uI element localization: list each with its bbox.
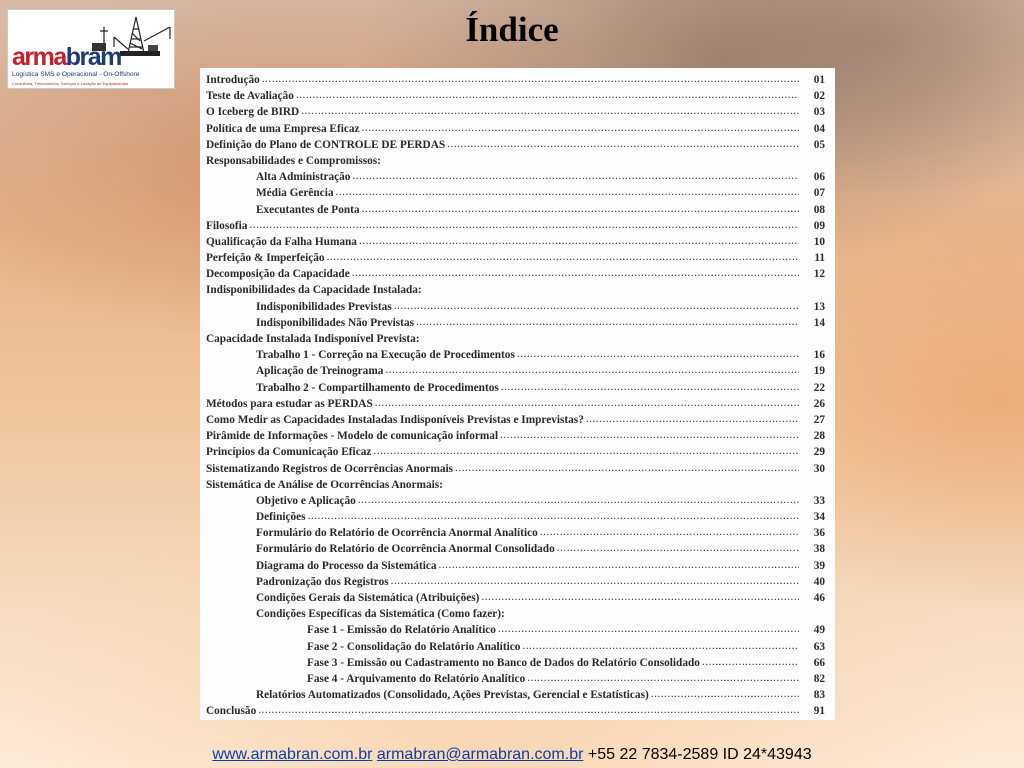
toc-entry-title: Pirâmide de Informações - Modelo de comunicação informal	[206, 430, 499, 443]
toc-entry	[200, 72, 835, 88]
toc-entry-title: Fase 3 - Emissão ou Cadastramento no Banco de Dados do Relatório Consolidado	[307, 656, 700, 669]
toc-page-number: 10	[813, 235, 825, 248]
toc-page-number: 09	[813, 219, 825, 232]
toc-entry	[200, 622, 835, 638]
toc-page-number: 07	[813, 187, 825, 200]
toc-entry-title: Indisponibilidades Não Previstas	[256, 316, 414, 329]
toc-dot-leader	[455, 460, 799, 476]
toc-entry-title: Formulário do Relatório de Ocorrência Anormal Consolidado	[256, 543, 555, 556]
toc-page-number: 83	[813, 689, 825, 702]
toc-dot-leader	[358, 492, 799, 508]
toc-page-number: 08	[813, 203, 825, 216]
toc-page-number: 39	[813, 559, 825, 572]
toc-entry-title: Sistematizando Registros de Ocorrências Anormais	[206, 462, 454, 475]
toc-entry-title: Padronização dos Registros	[256, 575, 389, 588]
page-title: Índice	[465, 10, 559, 49]
toc-page-number: 05	[813, 138, 825, 151]
toc-entry-title: Indisponibilidades Previstas	[256, 300, 392, 313]
toc-dot-leader	[394, 298, 799, 314]
toc-dot-leader	[651, 686, 799, 702]
toc-entry	[200, 121, 835, 137]
toc-entry-title: Definições	[256, 511, 306, 524]
email-link[interactable]: armabran@armabran.com.br	[376, 746, 584, 763]
toc-entry	[200, 671, 835, 687]
toc-entry-title: Formulário do Relatório de Ocorrência Anormal Analítico	[256, 527, 538, 540]
toc-entry-title: Trabalho 1 - Correção na Execução de Procedimentos	[256, 349, 515, 362]
toc-dot-leader	[359, 233, 799, 249]
toc-page-number: 38	[813, 543, 825, 556]
toc-entry	[200, 655, 835, 671]
toc-entry-title: Executantes de Ponta	[256, 203, 360, 216]
toc-dot-leader	[586, 411, 799, 427]
toc-entry	[200, 493, 835, 509]
toc-entry-title: Como Medir as Capacidades Instaladas Indisponíveis Previstas e Imprevistas?	[206, 413, 584, 426]
toc-dot-leader	[481, 589, 799, 605]
toc-dot-leader	[262, 71, 799, 87]
toc-entry	[200, 315, 835, 331]
toc-dot-leader	[702, 654, 799, 670]
toc-entry-title: O Iceberg de BIRD	[206, 106, 300, 119]
toc-page-number: 13	[813, 300, 825, 313]
logo-wordmark: armabram	[12, 43, 121, 71]
toc-dot-leader	[447, 136, 799, 152]
toc-entry	[200, 218, 835, 234]
toc-dot-leader	[501, 379, 799, 395]
toc-entry	[200, 185, 835, 201]
toc-page-number: 30	[813, 462, 825, 475]
toc-dot-leader	[557, 540, 799, 556]
toc-dot-leader	[375, 395, 799, 411]
toc-dot-leader	[362, 120, 799, 136]
toc-entry-title: Trabalho 2 - Compartilhamento de Procedimentos	[256, 381, 499, 394]
toc-page-number: 01	[813, 74, 825, 86]
toc-dot-leader	[308, 508, 799, 524]
toc-entry-title: Condições Gerais da Sistemática (Atribuições)	[256, 592, 480, 604]
toc-dot-leader	[362, 201, 799, 217]
toc-entry-title: Alta Administração	[256, 171, 351, 184]
toc-dot-leader	[385, 362, 799, 378]
toc-entry	[200, 250, 835, 266]
toc-page-number: 82	[813, 672, 825, 685]
toc-page-number: 46	[813, 592, 825, 604]
toc-entry	[200, 331, 835, 347]
toc-entry	[200, 428, 835, 444]
toc-entry	[200, 461, 835, 477]
toc-dot-leader	[522, 638, 799, 654]
toc-page-number: 40	[813, 575, 825, 588]
toc-entry-title: Diagrama do Processo da Sistemática	[256, 559, 437, 572]
toc-page-number: 27	[813, 413, 825, 426]
toc-entry	[200, 574, 835, 590]
toc-dot-leader	[498, 621, 799, 637]
toc-entry-title: Relatórios Automatizados (Consolidado, Ações Previstas, Gerencial e Estatísticas)	[256, 689, 649, 702]
logo-tagline: Logística SMS e Operacional - On-Offshore	[12, 71, 140, 78]
toc-entry	[200, 88, 835, 104]
toc-page-number: 02	[813, 90, 825, 103]
toc-page-number: 66	[813, 656, 825, 669]
toc-entry-title: Definição do Plano de CONTROLE DE PERDAS	[206, 138, 446, 151]
toc-dot-leader	[301, 103, 799, 119]
toc-page-number: 03	[813, 106, 825, 119]
toc-page-number: 36	[813, 527, 825, 540]
toc-entry-title: Decomposição da Capacidade	[206, 268, 350, 281]
contact-footer	[0, 746, 1024, 764]
toc-dot-leader	[352, 265, 799, 281]
toc-page-number: 11	[814, 252, 825, 265]
toc-entry	[200, 509, 835, 525]
toc-entry-title: Objetivo e Aplicação	[256, 494, 356, 507]
toc-dot-leader	[416, 314, 799, 330]
toc-entry	[200, 169, 835, 185]
toc-entry	[200, 104, 835, 120]
toc-page-number: 06	[813, 171, 825, 184]
toc-entry-title: Condições Específicas da Sistemática (Como fazer):	[256, 608, 505, 621]
toc-entry	[200, 525, 835, 541]
toc-page-number: 34	[813, 511, 825, 524]
toc-entry-title: Aplicação de Treinograma	[256, 365, 384, 378]
toc-entry	[200, 590, 835, 606]
toc-entry	[200, 202, 835, 218]
toc-entry	[200, 412, 835, 428]
toc-entry	[200, 687, 835, 703]
toc-entry	[200, 137, 835, 153]
toc-dot-leader	[391, 573, 799, 589]
toc-entry	[200, 363, 835, 379]
toc-entry	[200, 703, 835, 719]
toc-entry-title: Métodos para estudar as PERDAS	[206, 397, 373, 410]
toc-entry-title: Indisponibilidades da Capacidade Instalada:	[206, 284, 422, 297]
toc-dot-leader	[540, 524, 799, 540]
toc-entry	[200, 639, 835, 655]
toc-entry	[200, 266, 835, 282]
toc-entry	[200, 282, 835, 298]
toc-page-number: 22	[813, 381, 825, 394]
toc-page-number: 29	[813, 446, 825, 459]
toc-page-number: 04	[813, 122, 825, 135]
toc-entry-title: Fase 2 - Consolidação do Relatório Analítico	[307, 640, 521, 653]
toc-page-number: 12	[813, 268, 825, 281]
toc-dot-leader	[327, 249, 799, 265]
toc-entry-title: Perfeição & Imperfeição	[206, 252, 325, 265]
toc-entry-title: Filosofia	[206, 219, 248, 232]
toc-entry-title: Qualificação da Falha Humana	[206, 235, 357, 248]
toc-entry-title: Fase 1 - Emissão do Relatório Analítico	[307, 624, 496, 637]
toc-page-number: 63	[813, 640, 825, 653]
toc-dot-leader	[258, 702, 799, 718]
toc-entry-title: Conclusão	[206, 705, 257, 718]
toc-page-number: 16	[813, 349, 825, 362]
toc-page-number: 14	[813, 316, 825, 329]
toc-entry-title: Média Gerência	[256, 187, 334, 200]
toc-dot-leader	[439, 557, 799, 573]
toc-entry	[200, 558, 835, 574]
toc-dot-leader	[335, 184, 799, 200]
logo-subtagline: Consultoria, Treinamentos, Serviços e Locação de Equipamentos	[12, 81, 129, 86]
toc-entry-title: Teste de Avaliação	[206, 90, 294, 103]
website-link[interactable]: www.armabran.com.br	[212, 746, 373, 763]
phone-text: +55 22 7834-2589 ID 24*43943	[587, 746, 812, 763]
table-of-contents	[200, 68, 835, 720]
toc-entry	[200, 541, 835, 557]
toc-dot-leader	[500, 427, 799, 443]
toc-entry	[200, 380, 835, 396]
toc-entry-title: Princípios da Comunicação Eficaz	[206, 446, 372, 459]
toc-entry-title: Sistemática de Análise de Ocorrências Anormais:	[206, 478, 443, 491]
toc-entry	[200, 606, 835, 622]
toc-dot-leader	[527, 670, 799, 686]
toc-page-number: 49	[813, 624, 825, 637]
toc-page-number: 91	[813, 705, 825, 718]
toc-dot-leader	[296, 87, 799, 103]
toc-dot-leader	[352, 168, 799, 184]
toc-dot-leader	[517, 346, 799, 362]
toc-entry-title: Responsabilidades e Compromissos:	[206, 154, 381, 167]
toc-entry	[200, 347, 835, 363]
toc-entry	[200, 396, 835, 412]
toc-entry	[200, 444, 835, 460]
toc-dot-leader	[249, 217, 799, 233]
toc-entry-title: Fase 4 - Arquivamento do Relatório Analítico	[307, 672, 526, 685]
toc-entry	[200, 234, 835, 250]
toc-page-number: 26	[813, 397, 825, 410]
toc-dot-leader	[373, 443, 799, 459]
toc-entry-title: Política de uma Empresa Eficaz	[206, 122, 360, 135]
toc-entry-title: Introdução	[206, 74, 260, 86]
toc-entry	[200, 477, 835, 493]
toc-page-number: 28	[813, 430, 825, 443]
toc-entry-title: Capacidade Instalada Indisponível Prevista:	[206, 333, 420, 345]
toc-page-number: 19	[813, 365, 825, 378]
toc-entry	[200, 299, 835, 315]
toc-page-number: 33	[813, 494, 825, 507]
toc-entry	[200, 153, 835, 169]
